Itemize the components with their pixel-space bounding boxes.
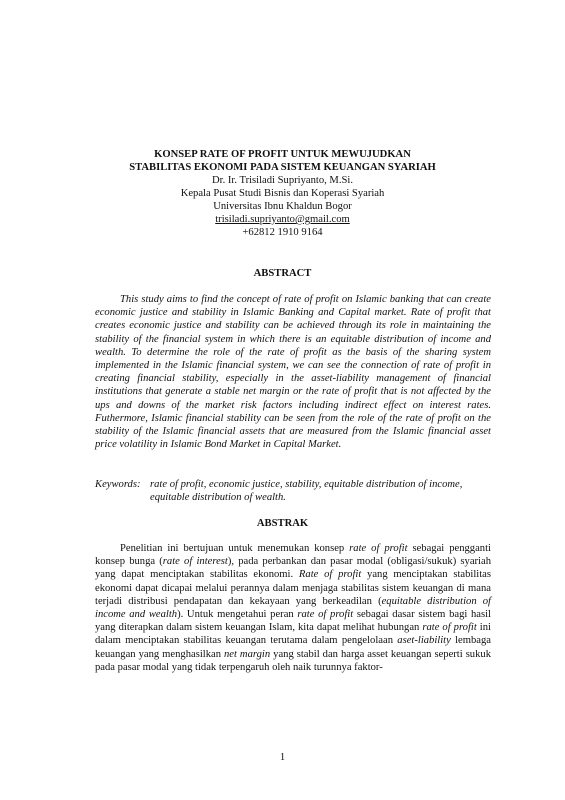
abstrak-text-run: yang stabil dan harga asset keuangan seperti sukuk pada pasar modal yang tidak terpengaruh oleh naik turunnya faktor- [95, 648, 491, 673]
abstrak-italic-term: rate of profit [349, 543, 408, 554]
abstrak-text-run: lembaga keuangan yang menghasilkan [95, 635, 491, 660]
abstrak-heading: ABSTRAK [256, 518, 309, 529]
keywords-text: rate of profit, economic justice, stability, equitable distribution of income, equitable distribution of wealth. [150, 479, 463, 503]
abstrak-italic-term: equitable distribution of income and wealth [95, 595, 491, 621]
author-university: Universitas Ibnu Khaldun Bogor [213, 201, 352, 212]
abstrak-text-run: ), pada perbankan dan pasar modal (obligasi/sukuk) syariah yang dapat menciptakan stabilitas ekonomi. [95, 556, 491, 581]
abstrak-italic-term: rate of interest [162, 556, 228, 568]
author-email[interactable] [60, 213, 505, 226]
author-affiliation: Kepala Pusat Studi Bisnis dan Koperasi Syariah [180, 188, 385, 199]
abstrak-text-run: ). Untuk mengetahui peran [177, 609, 298, 621]
abstrak-italic-term: net margin [224, 648, 271, 660]
paper-title-line-2: STABILITAS EKONOMI PADA SISTEM KEUANGAN SYARIAH [129, 162, 436, 173]
abstrak-paragraph [95, 542, 491, 674]
email-link[interactable]: trisiladi.supriyanto@gmail.com [215, 214, 350, 225]
author-phone: +62812 1910 9164 [242, 227, 323, 238]
keywords-label: Keywords: [95, 479, 141, 490]
abstrak-text-run: ini dalam menciptakan stabilitas keuangan terutama dalam pengelolaan [95, 622, 491, 647]
abstrak-text-run: yang menciptakan stabilitas ekonomi dapat dicapai melalui perannya dalam menjaga stabilitas sistem keuangan di mana terjadi distribusi pendapatan dan kekayaan yang berkeadilan ( [95, 569, 491, 607]
abstrak-body [95, 542, 491, 674]
abstract-paragraph: This study aims to find the concept of rate of profit on Islamic banking that can create economic justice and stability in Islamic Banking and Capital market. Rate of profit that creates economic justice and stability can be achieved through its role in maintaining the stability of the financial system in which there is an equitable distribution of income and wealth. To determine the role of the rate of profit as the basis of the sharing system implemented in the Islamic financial system, we can see the connection of rate of profit in creating financial stability, especially in the asset-liability management of financial institutions that generate a stable net margin or the rate of profit that is not affected by the ups and downs of the market risk factors including indirect effect on interest rates. Futhermore, Islamic financial stability can be seen from the role of the rate of profit on the stability of the Islamic financial assets that are measured from the Islamic financial asset price volatility in Islamic Bond Market in Capital Market. [95, 294, 491, 451]
abstract-body [95, 293, 491, 451]
abstrak-text-run: Penelitian ini bertujuan untuk menemukan konsep [120, 543, 350, 554]
paper-title-line-1: KONSEP RATE OF PROFIT UNTUK MEWUJUDKAN [154, 149, 411, 160]
abstrak-italic-term: rate of profit [422, 622, 477, 634]
page-number: 1 [279, 752, 286, 763]
author-name: Dr. Ir. Trisiladi Supriyanto, M.Si. [212, 175, 353, 186]
abstract-heading: ABSTRACT [253, 268, 312, 279]
abstrak-text-run: sebagai dasar sistem bagi hasil yang diterapkan dalam sistem keuangan Islam, kita dapat melihat hubungan [95, 609, 491, 634]
abstrak-text-run: sebagai pengganti konsep bunga ( [95, 543, 491, 568]
abstrak-italic-term: aset-liability [397, 635, 451, 647]
abstrak-italic-term: Rate of profit [298, 569, 362, 581]
abstrak-italic-term: rate of profit [297, 609, 354, 621]
keywords-section [95, 478, 495, 504]
